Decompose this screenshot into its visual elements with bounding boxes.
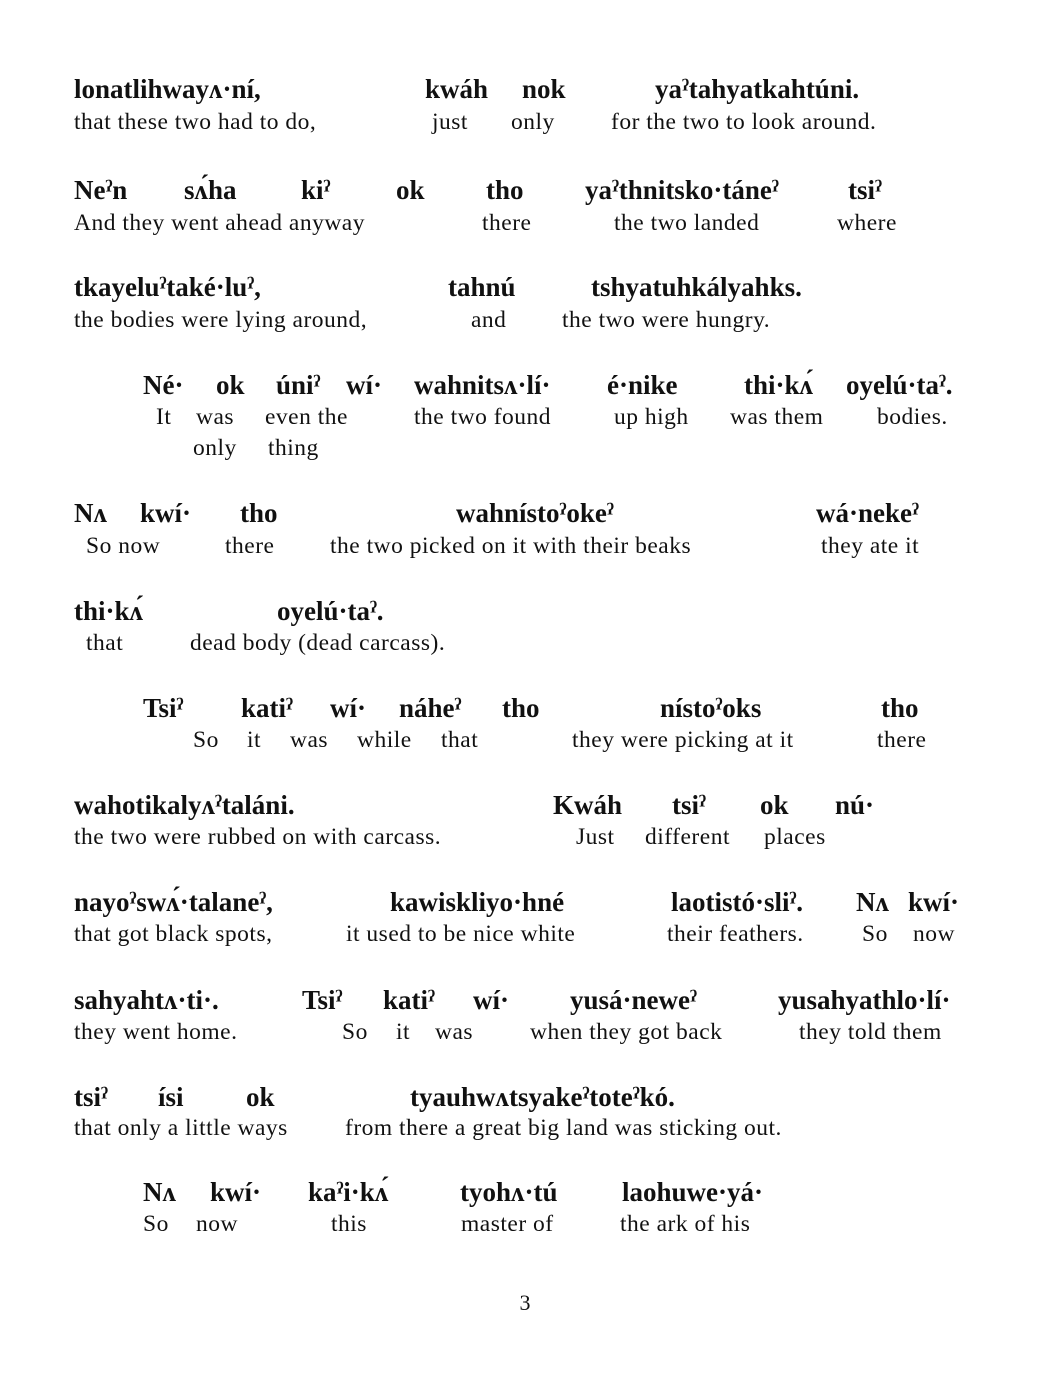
native-word: tho <box>502 693 540 723</box>
gloss-word: the two were rubbed on with carcass. <box>74 824 442 850</box>
gloss-word: that <box>86 630 124 656</box>
native-word: katiˀ <box>383 985 435 1015</box>
native-word: thi·kʌ́ <box>74 596 144 626</box>
native-word: Neˀn <box>74 175 128 205</box>
native-word: kaˀi·kʌ́ <box>308 1177 389 1207</box>
native-word: tyohʌ·tú <box>460 1177 558 1207</box>
native-word: oyelú·taˀ. <box>846 370 953 400</box>
gloss-word: the ark of his <box>620 1211 751 1237</box>
native-word: tho <box>240 498 278 528</box>
gloss-word: the two found <box>414 404 552 430</box>
gloss-word: even the <box>265 404 348 430</box>
gloss-word: where <box>837 210 897 236</box>
native-word: Kwáh <box>553 790 623 820</box>
gloss-word: their feathers. <box>667 921 804 947</box>
native-word: wahnístoˀokeˀ <box>456 498 614 528</box>
gloss-word: they went home. <box>74 1019 238 1045</box>
gloss-word: it <box>247 727 262 753</box>
gloss-word: the two landed <box>614 210 760 236</box>
gloss-word: bodies. <box>877 404 948 430</box>
gloss-word: it used to be nice white <box>346 921 576 947</box>
native-word: yusá·neweˀ <box>570 985 697 1015</box>
native-word: lonatlihwayʌ·ní, <box>74 74 261 104</box>
native-word: oyelú·taˀ. <box>277 596 384 626</box>
gloss-word: that got black spots, <box>74 921 273 947</box>
gloss-word: there <box>877 727 927 753</box>
native-word: Tsiˀ <box>302 985 343 1015</box>
native-word: tshyatuhkályahks. <box>591 272 802 302</box>
native-word: tyauhwʌtsyakeˀtoteˀkó. <box>410 1082 675 1112</box>
native-word: katiˀ <box>241 693 293 723</box>
native-word: wí· <box>330 693 367 723</box>
gloss-word: there <box>482 210 532 236</box>
gloss-word: And they went ahead anyway <box>74 210 365 236</box>
native-word: nístoˀoks <box>660 693 762 723</box>
native-word: nok <box>522 74 566 104</box>
native-word: tkayeluˀtaké·luˀ, <box>74 272 261 302</box>
native-word: sahyahtʌ·ti·. <box>74 985 219 1015</box>
native-word: nú· <box>835 790 875 820</box>
native-word: yusahyathlo·lí· <box>778 985 951 1015</box>
native-word: wahotikalyʌˀtaláni. <box>74 790 295 820</box>
native-word: Tsiˀ <box>143 693 184 723</box>
gloss-word: while <box>357 727 412 753</box>
native-word: Nʌ <box>74 498 107 528</box>
native-word: ok <box>396 175 425 205</box>
native-word: wí· <box>473 985 510 1015</box>
native-word: yaˀthnitsko·táneˀ <box>585 175 779 205</box>
gloss-word: now <box>913 921 955 947</box>
native-word: sʌ́ha <box>184 175 237 205</box>
gloss-word: places <box>764 824 826 850</box>
gloss-word: different <box>645 824 730 850</box>
native-word: ok <box>760 790 789 820</box>
gloss-word: that <box>441 727 479 753</box>
native-word: ísi <box>158 1082 184 1112</box>
gloss-word: was <box>196 404 235 430</box>
gloss-word: there <box>225 533 275 559</box>
native-word: wá·nekeˀ <box>816 498 919 528</box>
gloss-word: it <box>396 1019 411 1045</box>
native-word: tho <box>881 693 919 723</box>
page-number: 3 <box>519 1290 531 1315</box>
gloss-word: So <box>193 727 219 753</box>
gloss-word: when they got back <box>530 1019 723 1045</box>
gloss-word: So now <box>86 533 161 559</box>
gloss-word: only <box>511 109 555 135</box>
gloss-word: master of <box>461 1211 554 1237</box>
gloss-word: So <box>862 921 888 947</box>
native-word: náheˀ <box>399 693 462 723</box>
native-word: laotistó·sliˀ. <box>671 887 804 917</box>
gloss-word: So <box>342 1019 368 1045</box>
gloss-word: dead body (dead carcass). <box>190 630 446 656</box>
gloss-word: that these two had to do, <box>74 109 317 135</box>
gloss-word: that only a little ways <box>74 1115 288 1141</box>
native-word: kwí· <box>140 498 192 528</box>
native-word: é·nike <box>607 370 678 400</box>
gloss-word: thing <box>268 435 319 461</box>
native-word: tsiˀ <box>672 790 706 820</box>
native-word: tahnú <box>448 272 516 302</box>
native-word: kwáh <box>425 74 489 104</box>
native-word: tsiˀ <box>848 175 882 205</box>
gloss-word: and <box>471 307 507 333</box>
native-word: kwí· <box>210 1177 262 1207</box>
gloss-word: It <box>156 404 172 430</box>
native-word: ok <box>246 1082 275 1112</box>
gloss-word: was <box>290 727 329 753</box>
native-word: yaˀtahyatkahtúni. <box>655 74 860 104</box>
native-word: wí· <box>346 370 383 400</box>
gloss-word: only <box>193 435 237 461</box>
gloss-word: So <box>143 1211 169 1237</box>
gloss-word: this <box>331 1211 367 1237</box>
gloss-word: the two were hungry. <box>562 307 771 333</box>
native-word: tho <box>486 175 524 205</box>
native-word: Né· <box>143 370 184 400</box>
native-word: Nʌ <box>143 1177 176 1207</box>
native-word: kwí· <box>908 887 960 917</box>
native-word: ok <box>216 370 245 400</box>
native-word: Nʌ <box>856 887 889 917</box>
native-word: thi·kʌ́ <box>744 370 814 400</box>
gloss-word: was <box>435 1019 474 1045</box>
native-word: nayoˀswʌ́·talaneˀ, <box>74 887 273 917</box>
gloss-word: was them <box>730 404 824 430</box>
gloss-word: now <box>196 1211 238 1237</box>
gloss-word: just <box>432 109 468 135</box>
native-word: kiˀ <box>301 175 331 205</box>
native-word: tsiˀ <box>74 1082 108 1112</box>
native-word: wahnitsʌ·lí· <box>414 370 551 400</box>
gloss-word: Just <box>576 824 615 850</box>
gloss-word: for the two to look around. <box>611 109 877 135</box>
gloss-word: they ate it <box>821 533 920 559</box>
native-word: kawiskliyo·hné <box>390 887 565 917</box>
native-word: laohuwe·yá· <box>622 1177 764 1207</box>
gloss-word: the two picked on it with their beaks <box>330 533 692 559</box>
native-word: úniˀ <box>276 370 321 400</box>
gloss-word: the bodies were lying around, <box>74 307 368 333</box>
gloss-word: they were picking at it <box>572 727 794 753</box>
gloss-word: they told them <box>799 1019 942 1045</box>
gloss-word: up high <box>614 404 689 430</box>
gloss-word: from there a great big land was sticking out. <box>345 1115 782 1141</box>
